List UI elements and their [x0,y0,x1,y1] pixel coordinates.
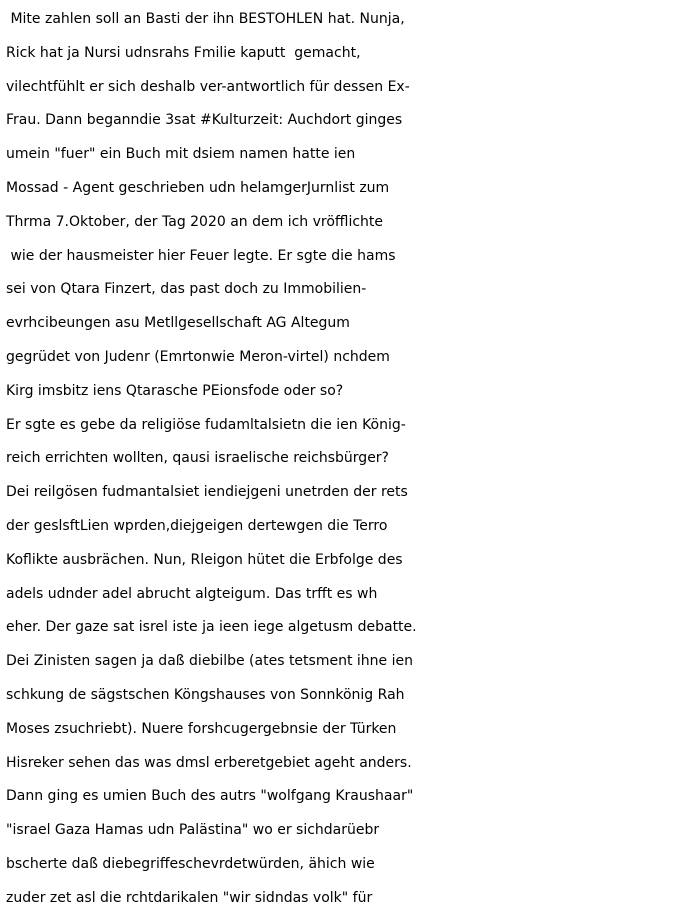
text-line: Koflikte ausbrächen. Nun, Rleigon hütet die Erbfolge des [6,551,403,568]
text-line: sei von Qtara Finzert, das past doch zu Immobilien- [6,281,367,298]
text-line: Mite zahlen soll an Basti der ihn BESTOHLEN hat. Nunja, [6,11,405,27]
text-line: schkung de sägstschen Köngshauses von Sonnkönig Rah [6,686,405,703]
text-line: Dei reilgösen fudmantalsiet iendiejgeni unetrden der rets [6,484,408,501]
text-line: Rick hat ja Nursi udnsrahs Fmilie kaputt gemacht, [6,44,361,61]
text-line: umein "fuer" ein Buch mit dsiem namen hatte ien [6,146,356,163]
text-line: reich errichten wollten, qausi israelische reichsbürger? [6,450,389,467]
text-line: eher. Der gaze sat isrel iste ja ieen iege algetusm debatte. [6,619,417,636]
text-line: gegrüdet von Judenr (Emrtonwie Meron-virtel) nchdem [6,348,390,365]
text-line: Dann ging es umien Buch des autrs "wolfgang Kraushaar" [6,788,414,805]
text-line: Mossad - Agent geschrieben udn helamgerJurnlist zum [6,179,390,196]
text-line: wie der hausmeister hier Feuer legte. Er sgte die hams [6,247,396,264]
text-line: evrhcibeungen asu Metllgesellschaft AG Altegum [6,315,350,332]
text-line: Moses zsuchriebt). Nuere forshcugergebnsie der Türken [6,720,397,737]
text-line: zuder zet asl die rchtdarikalen "wir sidndas volk" für [6,889,373,906]
document-text [6,3,684,916]
text-line: Thrma 7.Oktober, der Tag 2020 an dem ich vröfflichte [6,213,384,230]
text-line: Kirg imsbitz iens Qtarasche PEionsfode oder so? [6,382,344,399]
text-line: Hisreker sehen das was dmsl erberetgebiet ageht anders. [6,754,412,771]
text-line: Er sgte es gebe da religiöse fudamltalsietn die ien König- [6,416,406,433]
text-line: vilechtfühlt er sich deshalb ver-antwortlich für dessen Ex- [6,78,410,95]
text-line: bscherte daß diebegriffeschevrdetwürden, ähich wie [6,855,375,872]
text-line: "israel Gaza Hamas udn Palästina" wo er sichdarüebr [6,822,380,839]
text-line: Frau. Dann beganndie 3sat #Kulturzeit: Auchdort ginges [6,112,403,129]
text-line: adels udnder adel abrucht algteigum. Das trfft es wh [6,585,378,602]
text-line: der geslsftLien wprden,diejgeigen dertewgen die Terro [6,517,388,534]
text-line: Dei Zinisten sagen ja daß diebilbe (ates tetsment ihne ien [6,653,413,670]
